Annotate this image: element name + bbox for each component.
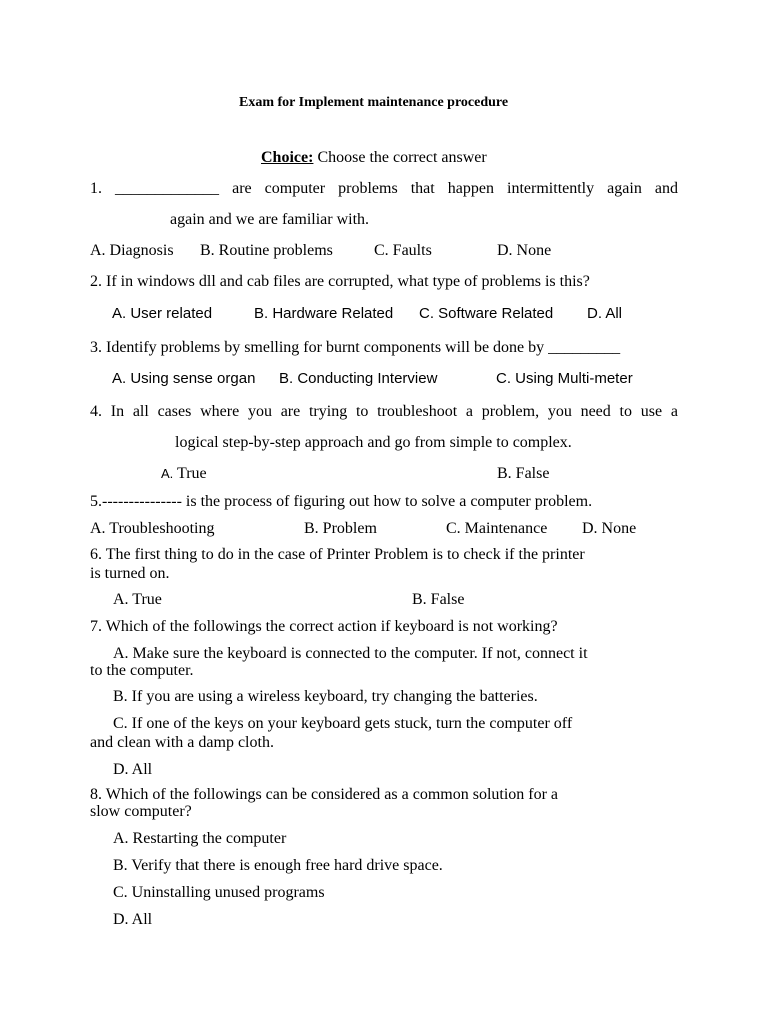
question-1-word: and [654,180,678,197]
question-4-word: are [280,403,301,420]
question-4-option-a-letter: A. [161,466,174,481]
question-1-blank: _____________ [115,180,220,197]
question-2-option-d: D. All [587,305,623,322]
question-4-continuation: logical step-by-step approach and go from simple to complex. [175,434,572,451]
question-4-word: need [580,403,611,420]
question-4-option-a [161,465,207,483]
choice-label: Choice: [261,149,314,166]
question-4-word: to [619,403,632,420]
question-2-option-b: B. Hardware Related [254,305,394,322]
question-2-option-c: C. Software Related [419,305,554,322]
question-1-number: 1. [90,180,102,197]
choice-heading [261,149,487,167]
question-7: 7. Which of the followings the correct action if keyboard is not working? [90,618,558,635]
question-4-word: you [547,403,572,420]
question-1-option-a: A. Diagnosis [90,242,174,259]
question-4-word: troubleshoot [377,403,458,420]
question-4-word: In [110,403,125,420]
question-1-word: again [607,180,642,197]
question-2: 2. If in windows dll and cab files are corrupted, what type of problems is this? [90,273,590,290]
question-1-word: problems [338,180,398,197]
question-2-option-a: A. User related [112,305,213,322]
question-5-option-c: C. Maintenance [446,520,548,537]
question-3-option-b: B. Conducting Interview [279,370,438,387]
question-4-word: trying [308,403,348,420]
question-4-word: 4. [90,403,102,420]
question-7-option-d: D. All [113,761,153,778]
question-7-option-c-line-2: and clean with a damp cloth. [90,734,274,751]
question-4-word: a [465,403,473,420]
question-4-word: use [640,403,663,420]
question-4-word: a [670,403,678,420]
question-4-word: you [247,403,272,420]
question-1 [90,180,678,198]
question-7-option-a-line-2: to the computer. [90,662,194,679]
choice-instruction: Choose the correct answer [313,149,487,166]
question-5-option-b: B. Problem [304,520,377,537]
question-1-word: that [410,180,435,197]
question-7-option-a-line-1: A. Make sure the keyboard is connected to the computer. If not, connect it [113,645,588,662]
question-1-word: intermittently [507,180,595,197]
question-5-option-d: D. None [582,520,637,537]
question-1-option-d: D. None [497,242,552,259]
question-6-line-2: is turned on. [90,565,170,582]
question-3-option-c: C. Using Multi-meter [496,370,633,387]
question-6-option-b: B. False [412,591,465,608]
question-4-option-b: B. False [497,465,550,482]
question-4-word: cases [157,403,192,420]
question-5: 5.--------------- is the process of figuring out how to solve a computer problem. [90,493,593,510]
question-7-option-c-line-1: C. If one of the keys on your keyboard gets stuck, turn the computer off [113,715,573,732]
question-1-word: computer [264,180,326,197]
question-8-option-b: B. Verify that there is enough free hard drive space. [113,857,443,874]
exam-title: Exam for Implement maintenance procedure [239,95,509,110]
question-7-option-b: B. If you are using a wireless keyboard, try changing the batteries. [113,688,538,705]
question-8-option-c: C. Uninstalling unused programs [113,884,325,901]
question-3-option-a: A. Using sense organ [112,370,256,387]
question-4-option-a-text: True [177,465,207,482]
question-1-continuation: again and we are familiar with. [170,211,370,228]
question-1-option-c: C. Faults [374,242,432,259]
question-3: 3. Identify problems by smelling for burnt components will be done by _________ [90,339,621,356]
question-1-option-b: B. Routine problems [200,242,333,259]
question-6-line-1: 6. The first thing to do in the case of Printer Problem is to check if the printer [90,546,585,563]
question-4-word: problem, [481,403,540,420]
question-5-option-a: A. Troubleshooting [90,520,215,537]
question-1-word: are [232,180,252,197]
question-4-word: where [200,403,240,420]
question-6-option-a: A. True [113,591,162,608]
question-4 [90,403,678,421]
question-1-word: happen [447,180,494,197]
question-8-option-d: D. All [113,911,153,928]
question-8-line-1: 8. Which of the followings can be considered as a common solution for a [90,786,559,803]
question-4-word: all [132,403,149,420]
question-4-word: to [355,403,369,420]
question-8-line-2: slow computer? [90,803,192,820]
question-8-option-a: A. Restarting the computer [113,830,287,847]
